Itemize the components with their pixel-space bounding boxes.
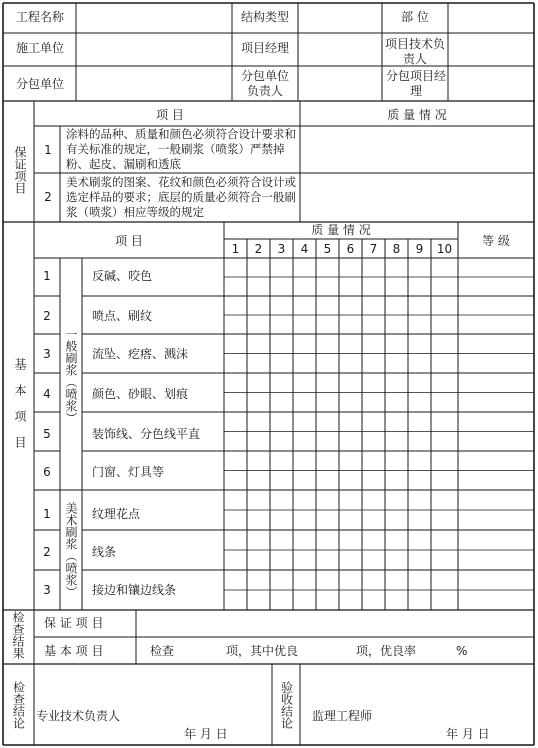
item-label: 流坠、疙瘩、溅沫 bbox=[92, 346, 189, 361]
group-general-label: 一般刷浆（喷浆） bbox=[64, 328, 78, 424]
column-number: 2 bbox=[254, 241, 263, 256]
item-no: 3 bbox=[43, 582, 51, 597]
guarantee-item-text: 涂料的品种、质量和颜色必须符合设计要求和有关标准的规定，一般刷浆（喷浆）严禁掉粉、起皮、漏刷和透底 bbox=[66, 126, 296, 171]
project-name-label: 工程名称 bbox=[15, 9, 64, 24]
item-no: 4 bbox=[43, 386, 51, 401]
item-no: 2 bbox=[43, 308, 51, 323]
item-label: 反碱、咬色 bbox=[92, 268, 153, 283]
item-label: 装饰线、分色线平直 bbox=[92, 426, 201, 441]
item-no: 2 bbox=[43, 544, 51, 559]
column-number: 1 bbox=[231, 241, 240, 256]
column-number: 3 bbox=[277, 241, 286, 256]
result-guarantee-label: 保 证 项 目 bbox=[44, 615, 104, 630]
column-number: 6 bbox=[346, 241, 355, 256]
item-label: 线条 bbox=[92, 544, 117, 559]
percent-sign: % bbox=[456, 643, 468, 658]
column-number: 7 bbox=[369, 241, 378, 256]
item-label: 门窗、灯具等 bbox=[92, 464, 165, 479]
item-label: 喷点、刷纹 bbox=[92, 308, 153, 323]
date-label: 年 月 日 bbox=[446, 726, 490, 741]
guarantee-item-text: 美术刷浆的图案、花纹和颜色必须符合设计或选定样品的要求；底层的质量必须符合一般刷浆（喷浆）相应等级的规定 bbox=[66, 174, 296, 219]
column-number: 8 bbox=[392, 241, 401, 256]
item-label: 接边和镶边线条 bbox=[92, 582, 177, 597]
result-basic-label: 基 本 项 目 bbox=[44, 643, 104, 658]
sub-responsible-label: 分包单位负责人 bbox=[240, 69, 289, 98]
excellent-text: 项，其中优良 bbox=[226, 643, 299, 658]
date-label: 年 月 日 bbox=[184, 726, 228, 741]
column-number: 5 bbox=[323, 241, 332, 256]
guarantee-item-no: 2 bbox=[44, 189, 52, 204]
item-no: 3 bbox=[43, 346, 51, 361]
project-manager-label: 项目经理 bbox=[240, 40, 289, 55]
grade-header: 等 级 bbox=[482, 233, 510, 248]
structure-type-label: 结构类型 bbox=[240, 9, 289, 24]
guarantee-quality-header: 质 量 情 况 bbox=[387, 107, 447, 122]
item-label: 颜色、砂眼、划痕 bbox=[92, 386, 189, 401]
check-text: 检查 bbox=[150, 643, 175, 658]
tech-responsible-label: 专业技术负责人 bbox=[36, 708, 121, 723]
guarantee-section-label: 保证项目 bbox=[13, 146, 27, 194]
item-no: 1 bbox=[43, 506, 51, 521]
item-no: 5 bbox=[43, 426, 51, 441]
sub-manager-label: 分包项目经 理 bbox=[386, 69, 447, 98]
rate-text: 项，优良率 bbox=[356, 643, 417, 658]
basic-item-header: 项 目 bbox=[115, 233, 143, 248]
basic-section-label: 基本项目 bbox=[13, 358, 27, 462]
group-art-label: 美术刷浆（喷浆） bbox=[64, 502, 78, 598]
construction-unit-label: 施工单位 bbox=[15, 40, 64, 55]
tech-lead-label: 项目技术负责人 bbox=[384, 37, 445, 66]
column-number: 10 bbox=[436, 241, 453, 256]
item-no: 1 bbox=[43, 268, 51, 283]
check-conclusion-label: 检查结论 bbox=[11, 681, 26, 729]
guarantee-item-no: 1 bbox=[44, 142, 52, 157]
guarantee-item-header: 项 目 bbox=[156, 107, 184, 122]
basic-quality-header: 质 量 情 况 bbox=[311, 222, 371, 237]
result-section-label: 检查结果 bbox=[11, 611, 25, 659]
accept-conclusion-label: 验收结论 bbox=[279, 681, 294, 729]
item-no: 6 bbox=[43, 464, 51, 479]
column-number: 4 bbox=[300, 241, 309, 256]
column-number: 9 bbox=[415, 241, 424, 256]
item-label: 纹理花点 bbox=[92, 506, 141, 521]
subcontractor-label: 分包单位 bbox=[15, 76, 64, 91]
location-label: 部 位 bbox=[401, 9, 429, 24]
supervisor-label: 监理工程师 bbox=[312, 708, 373, 723]
